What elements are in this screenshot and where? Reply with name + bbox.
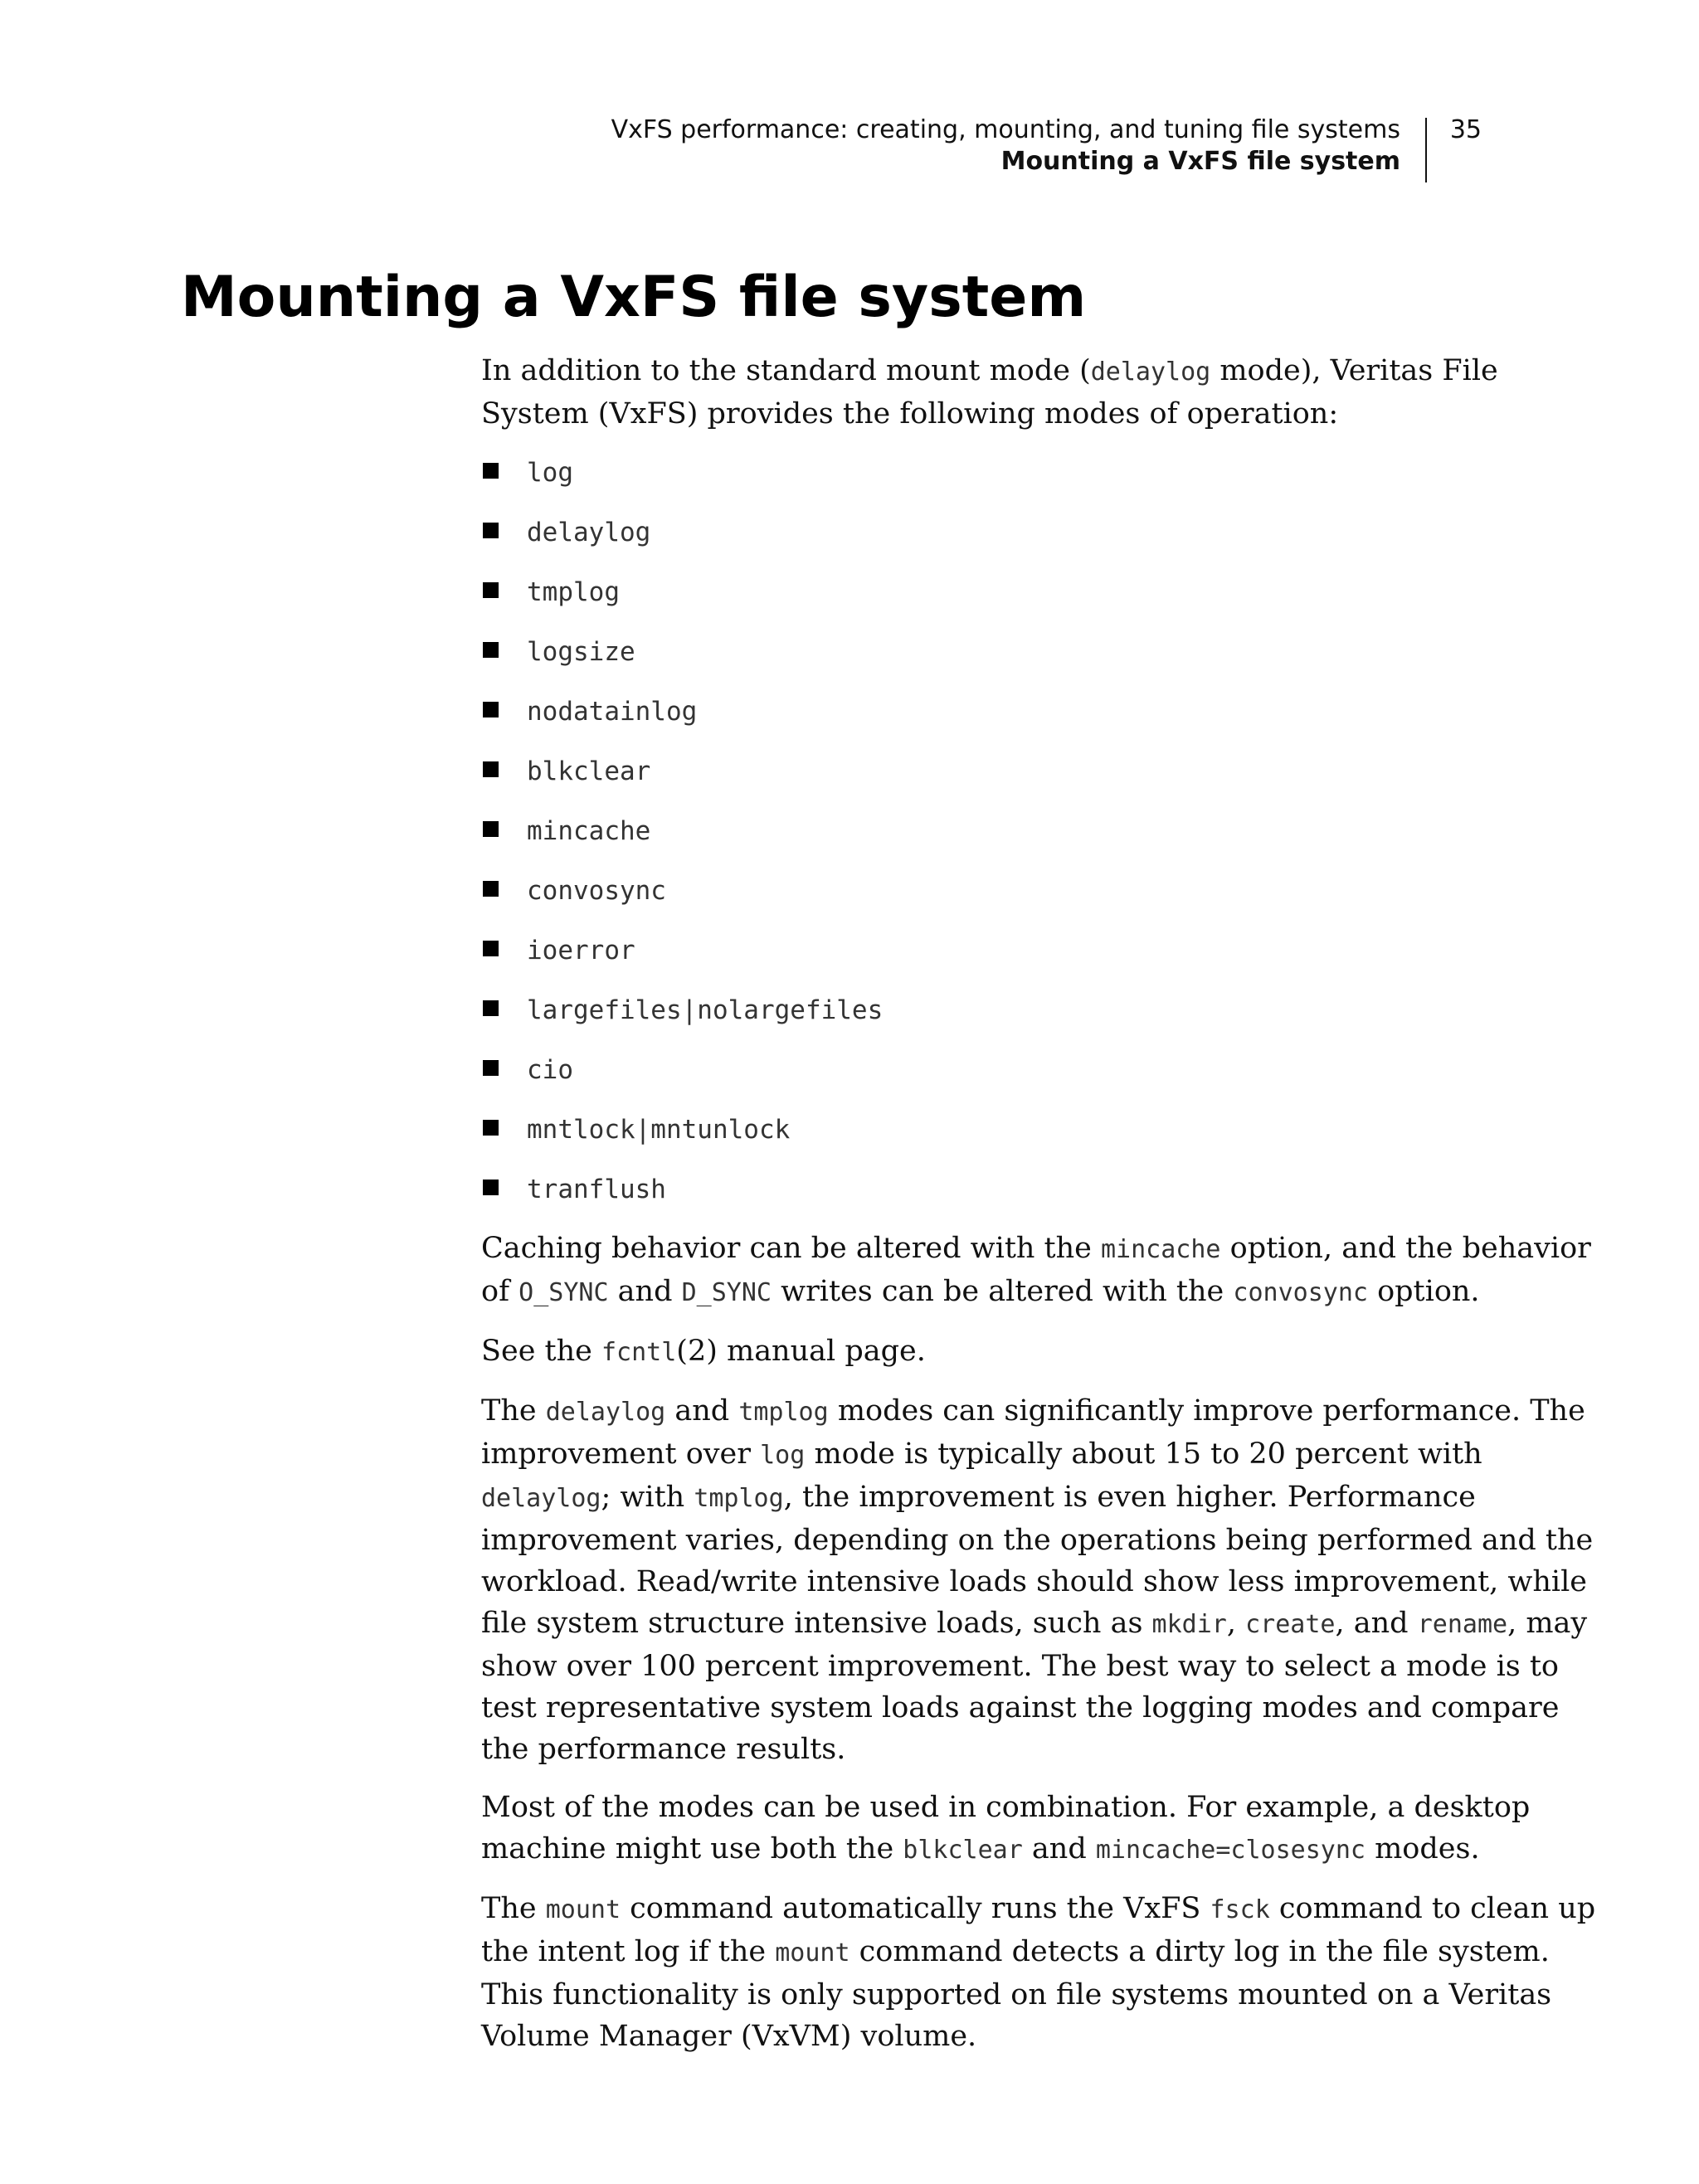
bullet-icon — [483, 642, 499, 658]
combination-paragraph — [481, 1787, 1597, 1871]
inline-code: delaylog — [481, 1484, 601, 1513]
inline-code: fsck — [1210, 1895, 1270, 1924]
list-item — [481, 571, 1597, 612]
bullet-icon — [483, 821, 499, 837]
intro-paragraph — [481, 350, 1597, 435]
inline-code: mkdir — [1151, 1610, 1227, 1639]
text-run: mode), Veritas File System (VxFS) provides the following modes of operation: — [481, 354, 1498, 430]
bullet-icon — [483, 881, 499, 897]
list-item — [481, 989, 1597, 1030]
list-item — [481, 511, 1597, 552]
text-run: and — [1022, 1832, 1096, 1865]
mode-name: log — [527, 458, 573, 488]
bullet-icon — [483, 1060, 499, 1076]
text-run: See the — [481, 1335, 601, 1368]
see-also-paragraph — [481, 1330, 1597, 1374]
running-header — [397, 114, 1558, 186]
page-title: Mounting a VxFS file system — [181, 265, 1087, 330]
inline-code: mount — [775, 1938, 850, 1968]
performance-paragraph — [481, 1390, 1597, 1770]
list-item — [481, 1168, 1597, 1209]
text-run: command automatically runs the VxFS — [621, 1892, 1210, 1925]
inline-code: convosync — [1233, 1278, 1368, 1307]
mode-name: logsize — [527, 637, 635, 667]
text-run: The — [481, 1892, 546, 1925]
list-item — [481, 929, 1597, 970]
bullet-icon — [483, 523, 499, 538]
modes-list — [481, 451, 1597, 1209]
text-run: , the improvement is even higher. Performance improvement varies, depending on the operations being performed and the workload. Read/write intensive loads should show less improvement, while file system structure intensive loads, such as — [481, 1481, 1594, 1640]
list-item — [481, 750, 1597, 791]
text-run: modes can significantly improve performance. The improvement over — [481, 1394, 1585, 1471]
mode-name: blkclear — [527, 756, 651, 786]
text-run: and — [608, 1275, 682, 1308]
mode-name: mntlock|mntunlock — [527, 1115, 791, 1145]
bullet-icon — [483, 1180, 499, 1195]
bullet-icon — [483, 1120, 499, 1136]
text-run: command to clean up the intent log if the — [481, 1892, 1596, 1968]
bullet-icon — [483, 1000, 499, 1016]
mode-name: tranflush — [527, 1175, 666, 1204]
text-run: Most of the modes can be used in combination. For example, a desktop machine might use both the — [481, 1791, 1531, 1865]
list-item — [481, 451, 1597, 493]
mode-name: cio — [527, 1055, 573, 1085]
text-run: option. — [1367, 1275, 1480, 1308]
inline-code: delaylog — [545, 1398, 666, 1427]
inline-code: delaylog — [1090, 358, 1211, 387]
text-run: ; with — [601, 1481, 694, 1514]
text-run: Caching behavior can be altered with the — [481, 1232, 1101, 1265]
mode-name: largefiles|nolargefiles — [527, 995, 884, 1025]
list-item — [481, 690, 1597, 732]
text-run: command detects a dirty log in the file system. This functionality is only supported on file systems mounted on a Veritas Volume Manager (VxVM) volume. — [481, 1935, 1552, 2053]
text-run: mode is typically about 15 to 20 percent with — [805, 1437, 1482, 1471]
bullet-icon — [483, 941, 499, 956]
inline-code: fcntl — [601, 1338, 677, 1367]
mode-name: nodatainlog — [527, 697, 698, 727]
text-run: option, and the behavior of — [481, 1232, 1591, 1308]
bullet-icon — [483, 582, 499, 598]
header-divider — [1425, 118, 1427, 182]
list-item — [481, 630, 1597, 672]
list-item — [481, 810, 1597, 851]
inline-code: mincache=closesync — [1095, 1836, 1366, 1865]
mount-paragraph — [481, 1888, 1597, 2057]
text-run: The — [481, 1394, 546, 1428]
inline-code: tmplog — [694, 1484, 784, 1513]
inline-code: tmplog — [738, 1398, 829, 1427]
text-run: modes. — [1365, 1832, 1480, 1865]
caching-paragraph — [481, 1228, 1597, 1314]
main-content — [481, 350, 1597, 2074]
text-run: In addition to the standard mount mode ( — [481, 354, 1091, 387]
header-section-title: VxFS performance: creating, mounting, and tuning file systems — [611, 115, 1400, 144]
inline-code: create — [1245, 1610, 1336, 1639]
mode-name: delaylog — [527, 518, 651, 547]
inline-code: blkclear — [903, 1836, 1023, 1865]
inline-code: D_SYNC — [681, 1278, 772, 1307]
text-run: and — [665, 1394, 739, 1428]
list-item — [481, 1108, 1597, 1150]
mode-name: mincache — [527, 816, 651, 846]
text-run: , may show over 100 percent improvement. The best way to select a mode is to test representative system loads against the logging modes and compare the performance results. — [481, 1607, 1588, 1766]
bullet-icon — [483, 702, 499, 717]
mode-name: convosync — [527, 876, 666, 906]
page-number: 35 — [1449, 115, 1482, 144]
bullet-icon — [483, 761, 499, 777]
inline-code: rename — [1417, 1610, 1508, 1639]
text-run: , — [1226, 1607, 1246, 1640]
mode-name: tmplog — [527, 577, 620, 607]
header-chapter-title: Mounting a VxFS file system — [1000, 147, 1400, 176]
inline-code: mincache — [1101, 1235, 1221, 1264]
inline-code: log — [760, 1441, 806, 1470]
list-item — [481, 869, 1597, 911]
bullet-icon — [483, 463, 499, 479]
text-run: (2) manual page. — [676, 1335, 926, 1368]
mode-name: ioerror — [527, 936, 635, 966]
list-item — [481, 1048, 1597, 1090]
text-run: , and — [1335, 1607, 1418, 1640]
text-run: writes can be altered with the — [771, 1275, 1234, 1308]
inline-code: O_SYNC — [518, 1278, 609, 1307]
inline-code: mount — [545, 1895, 621, 1924]
running-header-text — [611, 114, 1400, 178]
